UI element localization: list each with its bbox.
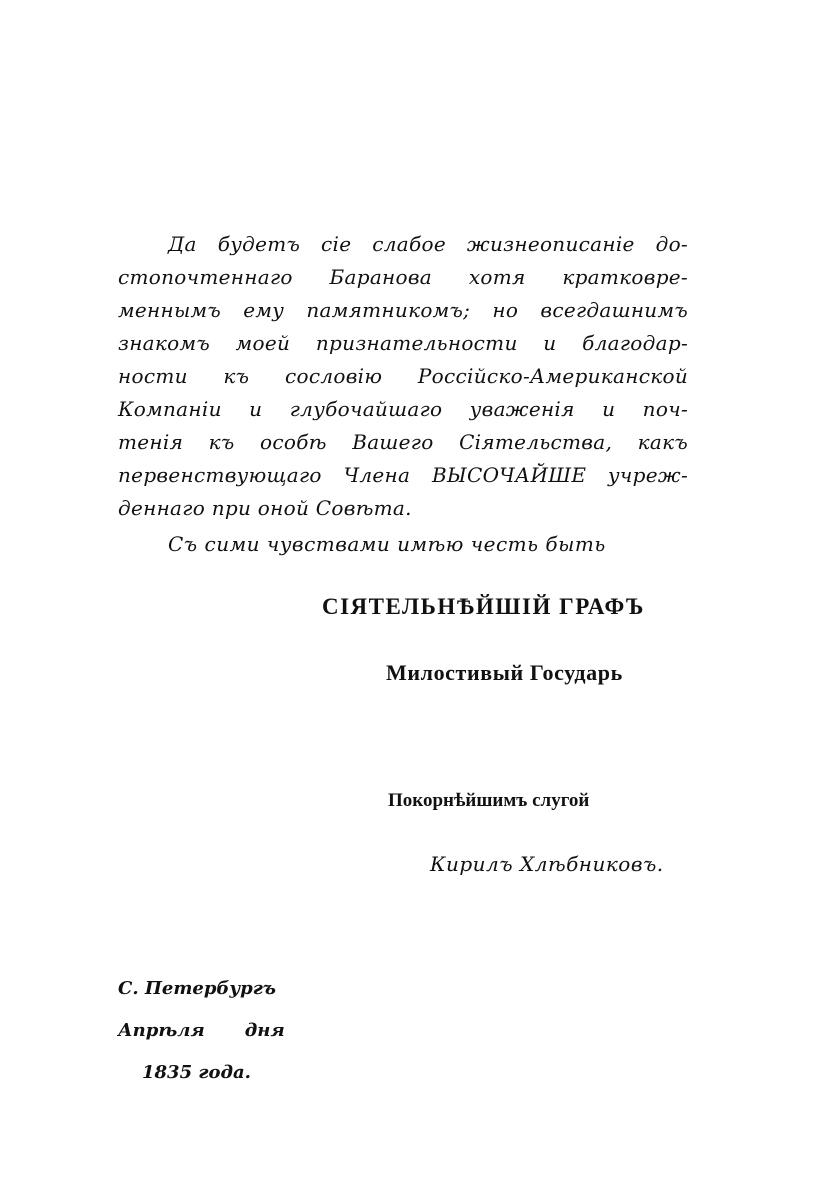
date-day: дня bbox=[244, 1020, 285, 1041]
address-title: СІЯТЕЛЬНѢЙШІЙ ГРАФЪ bbox=[322, 594, 645, 619]
place-date-block bbox=[118, 968, 285, 1094]
closing-phrase: Съ сими чувствами имѣю честь быть bbox=[168, 532, 606, 556]
dedication-line: стопочтеннаго Баранова хотя кратковре- bbox=[118, 265, 688, 289]
author-signature: Кирилъ Хлѣбниковъ. bbox=[430, 852, 664, 876]
year-line: 1835 года. bbox=[142, 1062, 251, 1083]
address-salutation: Милостивый Государь bbox=[386, 660, 623, 685]
dedication-line: знакомъ моей признательности и благодар- bbox=[118, 331, 688, 355]
dedication-line: Компаніи и глубочайшаго уваженія и поч- bbox=[118, 397, 688, 421]
dedication-line: Да будетъ сіе слабое жизнеописаніе до- bbox=[168, 232, 688, 256]
date-line bbox=[118, 1010, 285, 1052]
place-line: С. Петербургъ bbox=[118, 978, 276, 999]
dedication-line: меннымъ ему памятникомъ; но всегдашнимъ bbox=[118, 298, 688, 322]
dedication-line: первенствующаго Члена ВЫСОЧАЙШЕ учреж- bbox=[118, 463, 688, 487]
dedication-paragraph bbox=[118, 228, 688, 525]
date-month: Апрѣля bbox=[118, 1020, 205, 1041]
dedication-line: ности къ сословію Россійско-Американской bbox=[118, 364, 688, 388]
servant-phrase: Покорнѣйшимъ слугой bbox=[388, 790, 590, 811]
dedication-line: деннаго при оной Совѣта. bbox=[118, 496, 412, 520]
dedication-line: тенія къ особѣ Вашего Сіятельства, какъ bbox=[118, 430, 688, 454]
